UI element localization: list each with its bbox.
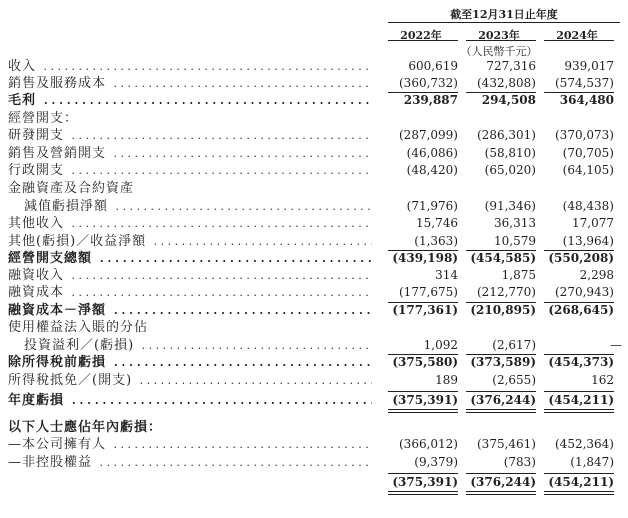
table-row [0, 250, 628, 267]
row-value-2024: 17,077 [572, 216, 614, 230]
row-value-2023: (286,301) [477, 128, 536, 142]
row-value-2024: (70,705) [562, 146, 614, 160]
subtotal-rule [388, 92, 458, 93]
row-value-2022: 15,746 [416, 216, 458, 230]
unit-label: （人民幣千元） [460, 45, 538, 58]
row-label: 金融資產及合約資產 [8, 180, 372, 197]
subtotal-rule [544, 473, 614, 474]
row-value-2023: 727,316 [486, 59, 536, 73]
table-row [0, 180, 628, 197]
row-label: 毛利 . . . [8, 92, 372, 109]
row-value-2023 [462, 419, 536, 436]
row-value-2022 [384, 180, 458, 197]
table-row [0, 372, 628, 389]
row-value-2023: 294,508 [481, 93, 536, 107]
row-label [8, 474, 372, 491]
row-value-2024: 939,017 [564, 59, 614, 73]
table-row [0, 454, 628, 471]
row-label: 融資收入 . . . [8, 267, 372, 284]
row-label: 銷售及服務成本 . . . [8, 75, 372, 92]
row-value-2023: (58,810) [484, 146, 536, 160]
row-value-2022: (287,099) [399, 128, 458, 142]
row-value-2022: (9,379) [414, 455, 458, 469]
row-value-2024: 364,480 [559, 93, 614, 107]
row-value-2022: 189 [435, 373, 458, 387]
row-label: 經營開支總額 . . . [8, 250, 372, 267]
row-value-2022: 239,887 [403, 93, 458, 107]
year-underline-2024 [544, 40, 614, 41]
table-row [0, 436, 628, 453]
table-row [0, 302, 628, 319]
subtotal-rule [466, 92, 536, 93]
table-row [0, 75, 628, 92]
row-label: 經營開支： [8, 110, 372, 127]
row-value-2022: (375,391) [392, 475, 458, 489]
row-value-2022: (439,198) [392, 251, 458, 265]
year-header-2023: 2023年 [478, 29, 520, 42]
row-value-2024: (574,537) [555, 76, 614, 90]
row-label: 使用權益法入賬的分佔 [8, 319, 372, 336]
row-label: 銷售及營銷開支 . . . [8, 145, 372, 162]
row-label: 所得稅抵免／(開支) . . . [8, 372, 372, 389]
row-value-2024: (454,211) [548, 393, 614, 407]
row-label: 其他收入 . . . [8, 215, 372, 232]
table-row [0, 198, 628, 215]
table-row [0, 110, 628, 127]
year-header-2022: 2022年 [400, 29, 442, 42]
row-label: 融資成本 . . . [8, 284, 372, 301]
row-value-2022: (360,732) [399, 76, 458, 90]
subtotal-rule [466, 354, 536, 355]
row-value-2022: (366,012) [399, 437, 458, 451]
row-label: 研發開支 . . . [8, 127, 372, 144]
row-value-2024 [540, 319, 614, 336]
subtotal-rule [544, 92, 614, 93]
period-underline [388, 22, 620, 23]
row-value-2023: 36,313 [494, 216, 536, 230]
row-value-2023 [462, 319, 536, 336]
row-label: —非控股權益 . . . [8, 454, 372, 471]
subtotal-rule [388, 250, 458, 251]
row-value-2022: (71,976) [406, 199, 458, 213]
row-label: 其他(虧損)／收益淨額 . . . [8, 233, 372, 250]
year-underline-2023 [466, 40, 536, 41]
row-value-2024: (268,645) [548, 303, 614, 317]
row-value-2023: (376,244) [470, 393, 536, 407]
row-label: 年度虧損 . . . [8, 392, 372, 409]
row-value-2022: (1,363) [414, 234, 458, 248]
subtotal-rule [466, 473, 536, 474]
period-header: 截至12月31日止年度 [450, 8, 558, 21]
row-value-2024: 2,298 [579, 268, 614, 282]
row-value-2024 [540, 419, 614, 436]
row-value-2023: (454,585) [470, 251, 536, 265]
table-row [0, 267, 628, 284]
row-value-2023: (210,895) [470, 303, 536, 317]
row-label: 以下人士應佔年內虧損： [8, 419, 372, 436]
row-value-2023: (212,770) [477, 285, 536, 299]
row-value-2024: (452,364) [555, 437, 614, 451]
row-label: 行政開支 . . . [8, 162, 372, 179]
table-row [0, 354, 628, 371]
row-value-2022 [384, 110, 458, 127]
row-value-2022: (177,361) [392, 303, 458, 317]
row-value-2023: (65,020) [484, 163, 536, 177]
subtotal-rule [466, 302, 536, 303]
row-value-2024 [540, 180, 614, 197]
double-underline [544, 409, 614, 413]
row-value-2023 [462, 180, 536, 197]
row-value-2022: (375,580) [392, 355, 458, 369]
row-value-2022: (375,391) [392, 393, 458, 407]
subtotal-rule [388, 391, 458, 392]
row-value-2022: (177,675) [399, 285, 458, 299]
row-value-2024: 162 [591, 373, 614, 387]
row-value-2023: (376,244) [470, 475, 536, 489]
table-row [0, 145, 628, 162]
row-value-2024: (454,211) [548, 475, 614, 489]
table-row [0, 58, 628, 75]
row-label: 除所得稅前虧損 . . . [8, 354, 372, 371]
table-row [0, 162, 628, 179]
row-value-2023: (432,808) [477, 76, 536, 90]
row-value-2022: 1,092 [423, 338, 458, 352]
table-row [0, 319, 628, 336]
row-value-2023: (2,655) [492, 373, 536, 387]
subtotal-rule [466, 250, 536, 251]
row-value-2024: (48,438) [562, 199, 614, 213]
row-value-2023: 10,579 [494, 234, 536, 248]
row-label: 減值虧損淨額 . . . [24, 198, 372, 215]
subtotal-rule [544, 354, 614, 355]
subtotal-rule [544, 250, 614, 251]
subtotal-rule [388, 473, 458, 474]
table-row [0, 127, 628, 144]
row-value-2022: (46,086) [406, 146, 458, 160]
double-underline [544, 491, 614, 495]
row-value-2024: (13,964) [562, 234, 614, 248]
row-label: 收入 . . . [8, 58, 372, 75]
double-underline [466, 491, 536, 495]
row-value-2022: 600,619 [408, 59, 458, 73]
subtotal-rule [388, 302, 458, 303]
double-underline [388, 409, 458, 413]
row-value-2022 [384, 419, 458, 436]
row-value-2023: (91,346) [484, 199, 536, 213]
table-row [0, 337, 628, 354]
row-value-2023: (375,461) [477, 437, 536, 451]
double-underline [388, 491, 458, 495]
row-value-2024: — [610, 338, 622, 352]
table-row [0, 215, 628, 232]
table-row [0, 392, 628, 409]
row-value-2022: 314 [435, 268, 458, 282]
table-row [0, 474, 628, 491]
row-value-2024: (454,373) [548, 355, 614, 369]
row-label: 投資溢利／(虧損) . . . [24, 337, 372, 354]
row-value-2024: (270,943) [555, 285, 614, 299]
row-value-2023: (2,617) [492, 338, 536, 352]
double-underline [466, 409, 536, 413]
subtotal-rule [544, 302, 614, 303]
row-value-2023 [462, 110, 536, 127]
table-row [0, 284, 628, 301]
year-header-2024: 2024年 [556, 29, 598, 42]
row-value-2023: (373,589) [470, 355, 536, 369]
subtotal-rule [466, 391, 536, 392]
row-value-2024: (370,073) [555, 128, 614, 142]
row-value-2024: (1,847) [570, 455, 614, 469]
table-row [0, 233, 628, 250]
row-value-2024: (64,105) [562, 163, 614, 177]
row-value-2022 [384, 319, 458, 336]
row-value-2022: (48,420) [406, 163, 458, 177]
table-row [0, 419, 628, 436]
row-value-2023: 1,875 [501, 268, 536, 282]
row-value-2023: (783) [503, 455, 536, 469]
subtotal-rule [544, 391, 614, 392]
row-label: 融資成本－淨額 . . . [8, 302, 372, 319]
year-underline-2022 [388, 40, 458, 41]
table-row [0, 92, 628, 109]
row-value-2024 [540, 110, 614, 127]
row-label: —本公司擁有人 . . . [8, 436, 372, 453]
row-value-2024: (550,208) [548, 251, 614, 265]
subtotal-rule [388, 354, 458, 355]
